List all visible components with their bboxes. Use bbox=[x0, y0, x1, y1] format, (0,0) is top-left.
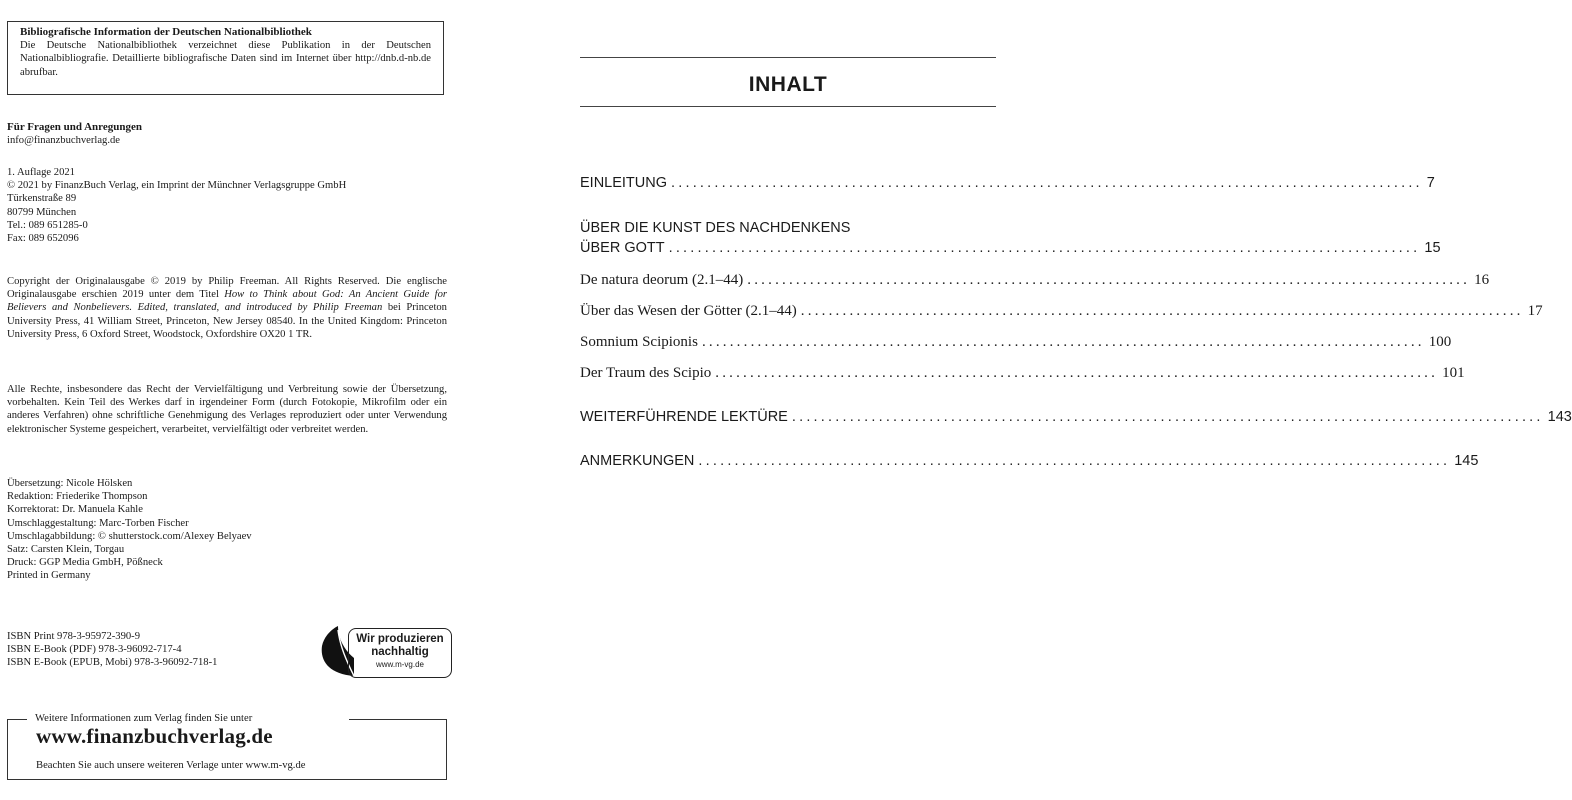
credit-line: Umschlagabbildung: © shutterstock.com/Alexey Belyaev bbox=[7, 530, 252, 542]
page-title: INHALT bbox=[748, 73, 828, 96]
title-rule-bottom bbox=[580, 106, 996, 107]
toc-page: 7 bbox=[1426, 175, 1435, 191]
credit-line: Umschlaggestaltung: Marc-Torben Fischer bbox=[7, 517, 189, 529]
isbn-line: ISBN E-Book (PDF) 978-3-96092-717-4 bbox=[7, 644, 182, 656]
publisher-line: Fax: 089 652096 bbox=[7, 233, 79, 245]
more-info-note: Beachten Sie auch unsere weiteren Verlage unter www.m-vg.de bbox=[36, 760, 306, 771]
toc-entry[interactable]: Somnium Scipionis ........................................................................................................ 100 bbox=[580, 334, 1452, 350]
copyright-text-2: bei Princeton University Press, 41 William Street, Princeton, New Jersey 08540. In the United Kingdom: Princeton University Press, 6 Oxford Street, Woodstock, Oxfordshire OX20 1 TR. bbox=[7, 302, 447, 340]
rights-block: Alle Rechte, insbesondere das Recht der Vervielfältigung und Verbreitung sowie der Übersetzung, vorbehalten. Kein Teil des Werkes darf in irgendeiner Form (durch Fotokopie, Mikrofilm oder ein anderes Verfahren) ohne schriftliche Genehmigung des Verlages reproduziert oder unter Verwendung elektronischer Systeme gespeichert, verarbeitet, vervielfältigt oder verbreitet werden. bbox=[7, 384, 447, 435]
toc-entry[interactable]: ÜBER GOTT ........................................................................................................ 15 bbox=[580, 240, 1441, 256]
copyright-text-1: Copyright der Originalausgabe © 2019 by Philip Freeman. All Rights Reserved. Die englische Originalausgabe erschien 2019 unter dem Titel bbox=[7, 276, 447, 301]
publisher-block bbox=[7, 166, 447, 245]
toc-page: 16 bbox=[1474, 272, 1490, 288]
credits-block bbox=[7, 477, 447, 583]
toc-title: Der Traum des Scipio bbox=[580, 365, 712, 381]
toc-entry[interactable]: ANMERKUNGEN ........................................................................................................ 145 bbox=[580, 453, 1479, 469]
toc-entry[interactable]: Der Traum des Scipio ........................................................................................................ 101 bbox=[580, 365, 1465, 381]
credit-line: Korrektorat: Dr. Manuela Kahle bbox=[7, 504, 143, 516]
badge-line-2: nachhaltig bbox=[371, 646, 429, 658]
publisher-line: 1. Auflage 2021 bbox=[7, 167, 75, 178]
credit-line: Übersetzung: Nicole Hölsken bbox=[7, 478, 133, 489]
credit-line: Redaktion: Friederike Thompson bbox=[7, 491, 148, 503]
contact-block bbox=[7, 121, 447, 147]
toc-title: EINLEITUNG bbox=[580, 175, 668, 191]
isbn-area bbox=[7, 624, 447, 684]
toc-title: ÜBER GOTT bbox=[580, 240, 665, 256]
publisher-url: www.finanzbuchverlag.de bbox=[36, 724, 273, 748]
isbn-list bbox=[7, 630, 217, 670]
credit-line: Druck: GGP Media GmbH, Pößneck bbox=[7, 557, 163, 569]
toc-title: De natura deorum (2.1–44) bbox=[580, 272, 744, 288]
toc-entry[interactable]: De natura deorum (2.1–44) ........................................................................................................ 16 bbox=[580, 272, 1490, 288]
toc-page: 17 bbox=[1527, 303, 1543, 319]
publisher-line: 80799 München bbox=[7, 206, 77, 218]
copyright-original-title: How to Think about God: An Ancient Guide for Believers and Nonbelievers. Edited, translated, and introduced by Philip Freeman bbox=[7, 289, 447, 314]
credit-line: Printed in Germany bbox=[7, 570, 91, 582]
toc-page: 101 bbox=[1442, 365, 1465, 381]
more-info-box bbox=[7, 713, 447, 780]
sustainability-badge bbox=[318, 624, 455, 682]
contact-heading: Für Fragen und Anregungen bbox=[7, 121, 142, 133]
toc-page: 15 bbox=[1424, 240, 1441, 256]
toc-entry[interactable]: Über das Wesen der Götter (2.1–44) ........................................................................................................ 17 bbox=[580, 303, 1543, 319]
biblio-text: Die Deutsche Nationalbibliothek verzeichnet diese Publikation in der Deutschen Nationalbibliografie. Detaillierte bibliografische Daten sind im Internet über http://dnb.d-nb.de abrufbar. bbox=[20, 40, 431, 78]
toc-title-line1: ÜBER DIE KUNST DES NACHDENKENS bbox=[580, 220, 851, 236]
isbn-line: ISBN E-Book (EPUB, Mobi) 978-3-96092-718-1 bbox=[7, 657, 218, 669]
credit-line: Satz: Carsten Klein, Torgau bbox=[7, 544, 125, 556]
isbn-line: ISBN Print 978-3-95972-390-9 bbox=[7, 631, 141, 642]
toc-page: 100 bbox=[1428, 334, 1452, 350]
contact-email: info@finanzbuchverlag.de bbox=[7, 135, 120, 147]
toc-title: ANMERKUNGEN bbox=[580, 453, 695, 469]
toc-title: Somnium Scipionis bbox=[580, 334, 698, 350]
biblio-info-box bbox=[7, 21, 444, 95]
copyright-block bbox=[7, 275, 447, 341]
toc-title: WEITERFÜHRENDE LEKTÜRE bbox=[580, 409, 788, 425]
publisher-line: Türkenstraße 89 bbox=[7, 193, 77, 205]
toc-page: 143 bbox=[1547, 409, 1572, 425]
badge-text-box bbox=[348, 628, 452, 678]
publisher-line: Tel.: 089 651285-0 bbox=[7, 219, 88, 231]
publisher-line: © 2021 by FinanzBuch Verlag, ein Imprint der Münchner Verlagsgruppe GmbH bbox=[7, 180, 347, 192]
more-info-legend: Weitere Informationen zum Verlag finden Sie unter bbox=[35, 713, 253, 724]
toc-entry[interactable]: EINLEITUNG ........................................................................................................ 7 bbox=[580, 175, 1435, 191]
toc-entry[interactable]: WEITERFÜHRENDE LEKTÜRE ........................................................................................................ 143 bbox=[580, 409, 1572, 425]
badge-url: www.m-vg.de bbox=[375, 660, 424, 669]
title-rule-top bbox=[580, 57, 996, 58]
toc-page: 145 bbox=[1454, 453, 1479, 469]
badge-line-1: Wir produzieren bbox=[356, 633, 444, 645]
biblio-heading: Bibliografische Information der Deutschen Nationalbibliothek bbox=[20, 26, 312, 38]
toc-title: Über das Wesen der Götter (2.1–44) bbox=[580, 303, 797, 319]
